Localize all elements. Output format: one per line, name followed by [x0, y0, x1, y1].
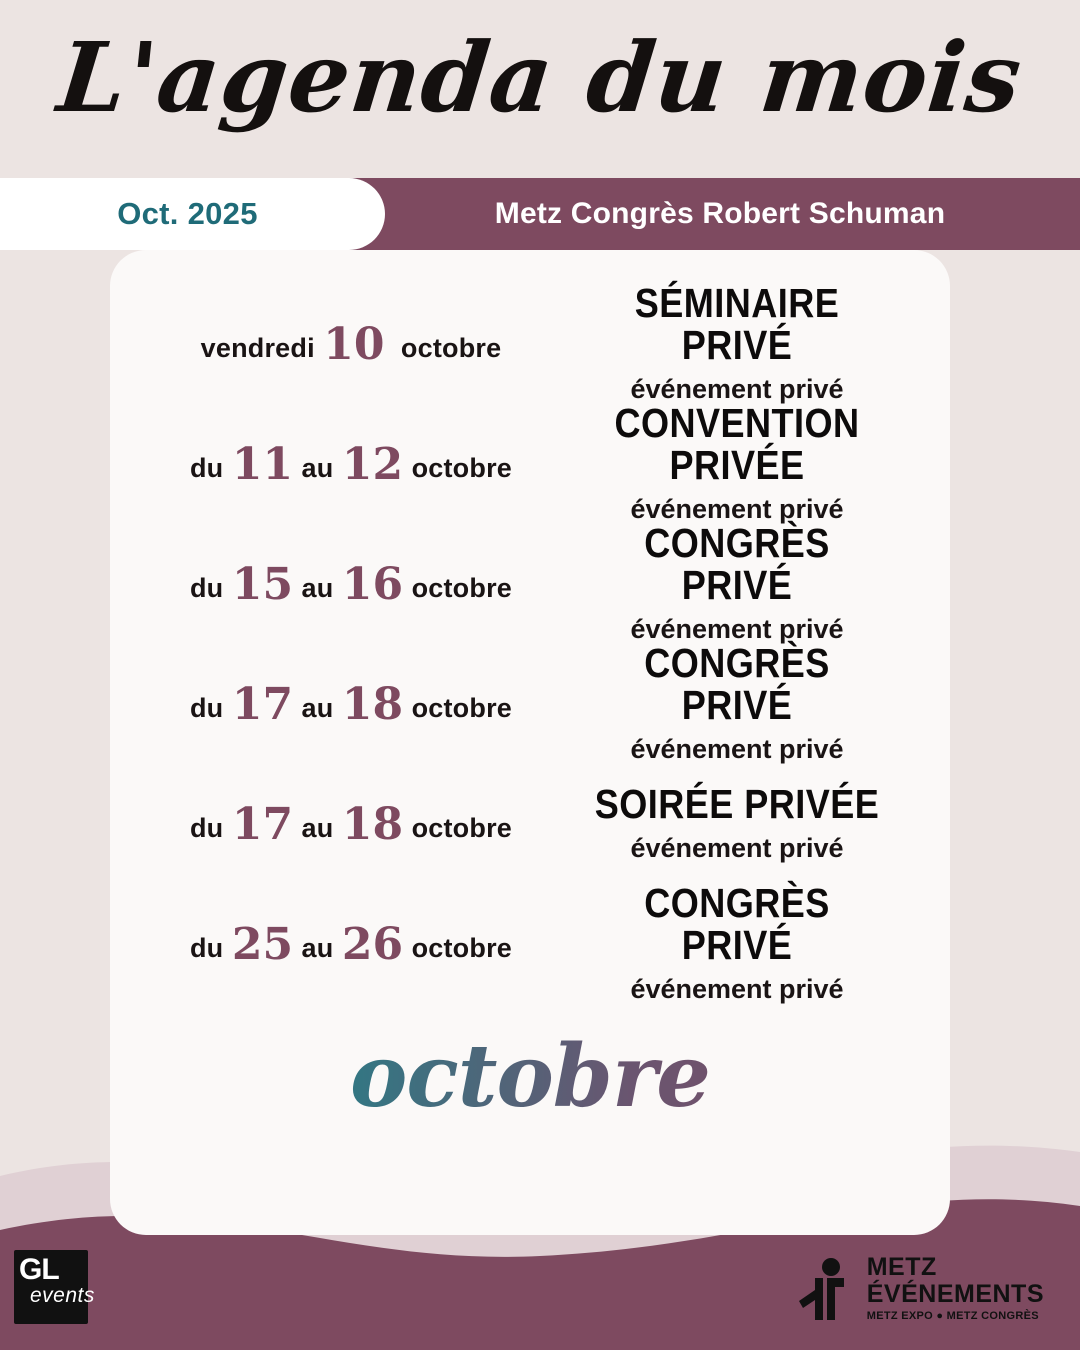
event-title: CONGRÈS PRIVÉ — [644, 520, 830, 608]
gl-logo-line1: GL — [19, 1253, 59, 1286]
date-end: 26 — [341, 918, 404, 970]
list-item — [136, 520, 924, 644]
event-titles — [566, 400, 924, 525]
event-subtitle: événement privé — [630, 973, 844, 1004]
event-title: SOIRÉE PRIVÉE — [594, 781, 880, 828]
date-suffix: octobre — [411, 572, 512, 603]
event-subtitle: événement privé — [630, 373, 844, 404]
date-end: 18 — [341, 798, 404, 850]
date-prefix: du — [189, 812, 224, 843]
date-middle: au — [301, 932, 334, 963]
event-date — [136, 559, 566, 610]
date-start: 17 — [231, 678, 294, 730]
event-title: SÉMINAIRE PRIVÉ — [634, 280, 840, 368]
date-end — [393, 319, 401, 370]
date-start: 11 — [231, 438, 294, 490]
event-title: CONGRÈS PRIVÉ — [644, 640, 830, 728]
date-start: 17 — [231, 798, 294, 850]
event-date — [136, 319, 566, 370]
event-titles — [566, 781, 924, 864]
event-titles — [566, 880, 924, 1005]
month-script-label: octobre — [110, 1026, 950, 1127]
event-date — [136, 679, 566, 730]
date-suffix: octobre — [400, 332, 502, 363]
date-prefix: du — [189, 932, 224, 963]
date-suffix: octobre — [411, 692, 512, 723]
metz-logo-text — [867, 1255, 1044, 1322]
event-titles — [566, 640, 924, 765]
event-date — [136, 919, 566, 970]
event-title: CONGRÈS PRIVÉ — [644, 880, 830, 968]
date-start: 10 — [323, 318, 385, 370]
date-prefix: du — [189, 452, 224, 483]
event-subtitle: événement privé — [630, 832, 844, 863]
date-prefix: du — [189, 692, 224, 723]
month-pill — [0, 178, 385, 250]
date-prefix: vendredi — [200, 332, 315, 363]
list-item — [136, 280, 924, 404]
page-title: L'agenda du mois — [52, 21, 1028, 134]
metz-logo-line3: METZ EXPO ● METZ CONGRÈS — [866, 1310, 1039, 1322]
event-subtitle: événement privé — [630, 733, 844, 764]
event-date — [136, 799, 566, 850]
events-card — [110, 250, 950, 1235]
gl-logo-line2: events — [30, 1284, 95, 1307]
event-titles — [566, 520, 924, 645]
event-date — [136, 439, 566, 490]
metz-logo-line1: METZ — [866, 1253, 937, 1281]
metz-evenements-logo — [797, 1255, 1044, 1322]
date-end: 12 — [341, 438, 404, 490]
date-suffix: octobre — [411, 452, 512, 483]
date-suffix: octobre — [411, 812, 512, 843]
event-titles — [566, 280, 924, 405]
date-suffix: octobre — [411, 932, 512, 963]
event-subtitle: événement privé — [630, 613, 844, 644]
date-end: 18 — [341, 678, 404, 730]
date-prefix: du — [189, 572, 224, 603]
list-item — [136, 880, 924, 1004]
date-middle: au — [301, 812, 334, 843]
events-list — [110, 250, 950, 1004]
metz-logo-line2: ÉVÉNEMENTS — [866, 1280, 1044, 1308]
date-end: 16 — [341, 558, 404, 610]
month-pill-label: Oct. 2025 — [117, 196, 258, 231]
event-title: CONVENTION PRIVÉE — [614, 400, 860, 488]
date-start: 25 — [231, 918, 294, 970]
event-subtitle: événement privé — [630, 493, 844, 524]
date-start: 15 — [231, 558, 294, 610]
date-middle: au — [301, 572, 334, 603]
metz-figure-icon — [797, 1256, 857, 1322]
list-item — [136, 640, 924, 764]
venue-label: Metz Congrès Robert Schuman — [494, 197, 946, 230]
list-item — [136, 400, 924, 524]
date-middle: au — [301, 452, 334, 483]
gl-events-logo — [14, 1250, 95, 1324]
date-middle: au — [301, 692, 334, 723]
list-item — [136, 764, 924, 884]
